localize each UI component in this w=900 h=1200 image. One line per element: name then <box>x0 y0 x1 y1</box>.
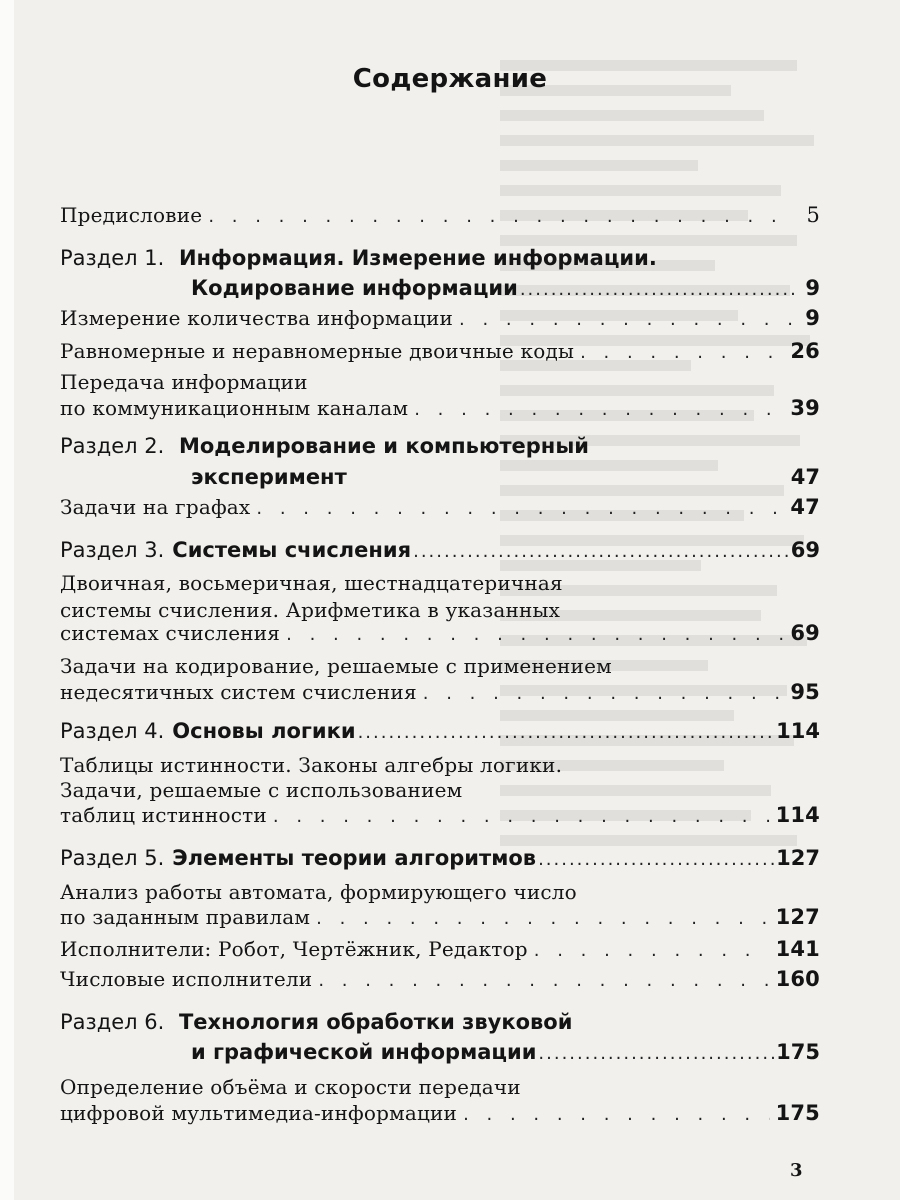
leader-dots <box>358 718 775 748</box>
section-prefix: Раздел 5. <box>60 846 165 870</box>
entry-title-line2: Задачи, решаемые с использованием <box>60 778 463 802</box>
section-title-line1: Технология обработки звуковой <box>178 1010 573 1034</box>
entry-title-line1: Задачи на кодирование, решаемые с применением <box>60 654 612 678</box>
entry-page: 69 <box>790 621 820 645</box>
leader-dots <box>208 202 794 232</box>
entry-title: Равномерные и неравномерные двоичные коды <box>60 339 575 363</box>
leader-dots <box>316 904 769 934</box>
section-title: Основы логики <box>172 719 356 743</box>
section-prefix: Раздел 1. <box>60 246 165 270</box>
entry-title-line2: по заданным правилам <box>60 905 311 929</box>
section-prefix: Раздел 6. <box>60 1010 165 1034</box>
section-title: Элементы теории алгоритмов <box>172 846 537 870</box>
entry-page: 175 <box>776 1040 820 1064</box>
entry-title: Измерение количества информации <box>60 306 454 330</box>
toc-section-5[interactable] <box>60 843 820 873</box>
leader-dots <box>414 395 784 425</box>
leader-dots <box>538 845 774 875</box>
leader-dots <box>318 966 769 996</box>
toc-entry-5-2[interactable] <box>60 934 820 964</box>
entry-page: 95 <box>790 680 820 704</box>
toc-entry-5-1[interactable] <box>60 902 820 932</box>
section-title-line2: Кодирование информации <box>191 276 518 300</box>
leader-dots <box>459 305 794 335</box>
entry-title-line2: цифровой мультимедиа-информации <box>60 1101 458 1125</box>
entry-page: 9 <box>805 306 820 330</box>
entry-page: 114 <box>776 719 820 743</box>
toc-section-1-line2[interactable] <box>60 273 820 303</box>
toc-entry-3-1[interactable] <box>60 618 820 648</box>
page-edge <box>0 0 14 1200</box>
entry-title-line1: Передача информации <box>60 370 308 394</box>
leader-dots <box>273 802 770 832</box>
leader-dots <box>534 936 770 966</box>
toc-entry-4-1[interactable] <box>60 800 820 830</box>
toc-section-4[interactable] <box>60 716 820 746</box>
toc-section-6[interactable] <box>60 1007 820 1037</box>
entry-page: 39 <box>790 396 820 420</box>
toc-entry-3-1-line1[interactable] <box>60 568 820 598</box>
entry-page: 114 <box>775 803 820 827</box>
toc-entry-1-3[interactable] <box>60 393 820 423</box>
toc-entry-1-2[interactable] <box>60 336 820 366</box>
entry-title-line1: Анализ работы автомата, формирующего число <box>60 880 577 904</box>
toc-section-2[interactable] <box>60 431 820 461</box>
toc-entry-2-1[interactable] <box>60 492 820 522</box>
entry-page: 160 <box>775 967 820 991</box>
entry-title: Предисловие <box>60 203 203 227</box>
entry-page: 47 <box>790 495 820 519</box>
entry-page: 5 <box>806 203 820 227</box>
toc-section-2-line2[interactable] <box>60 462 820 492</box>
entry-page: 127 <box>775 905 820 929</box>
leader-dots <box>286 620 784 650</box>
entry-title-line2: недесятичных систем счисления <box>60 680 417 704</box>
entry-page: 127 <box>776 846 820 870</box>
section-title-line2: и графической информации <box>191 1040 537 1064</box>
section-title-line1: Информация. Измерение информации. <box>178 246 657 270</box>
page-title: Содержание <box>352 64 548 94</box>
toc-entry-3-2[interactable] <box>60 677 820 707</box>
leader-dots <box>520 275 798 305</box>
toc-section-3[interactable] <box>60 535 820 565</box>
leader-dots <box>463 1100 769 1130</box>
entry-title: Исполнители: Робот, Чертёжник, Редактор <box>60 937 528 961</box>
entry-page: 9 <box>805 276 820 300</box>
leader-dots <box>580 338 784 368</box>
section-title-line2: эксперимент <box>191 465 347 489</box>
toc-entry-6-1[interactable] <box>60 1098 820 1128</box>
section-prefix: Раздел 4. <box>60 719 165 743</box>
entry-title: Задачи на графах <box>60 495 251 519</box>
toc-entry-5-3[interactable] <box>60 964 820 994</box>
entry-title-line3: таблиц истинности <box>60 803 267 827</box>
leader-dots <box>423 679 785 709</box>
entry-page: 175 <box>775 1101 820 1125</box>
entry-title-line1: Определение объёма и скорости передачи <box>60 1075 521 1099</box>
section-title-line1: Моделирование и компьютерный <box>178 434 590 458</box>
entry-page: 26 <box>790 339 820 363</box>
section-prefix: Раздел 2. <box>60 434 165 458</box>
leader-dots <box>538 1039 774 1069</box>
entry-page: 141 <box>775 937 820 961</box>
toc-entry-1-1[interactable] <box>60 303 820 333</box>
leader-dots <box>256 494 784 524</box>
entry-title-line1: Двоичная, восьмеричная, шестнадцатеричная <box>60 571 563 595</box>
entry-title-line2: системы счисления. Арифметика в указанных <box>60 598 561 622</box>
page-number: 3 <box>790 1160 803 1181</box>
leader-dots <box>413 537 789 567</box>
toc-section-1[interactable] <box>60 243 820 273</box>
section-prefix: Раздел 3. <box>60 538 165 562</box>
entry-page: 47 <box>790 465 820 489</box>
entry-title-line3: системах счисления <box>60 621 281 645</box>
toc-entry-preface[interactable] <box>60 200 820 230</box>
entry-title: Числовые исполнители <box>60 967 313 991</box>
entry-title-line1: Таблицы истинности. Законы алгебры логики. <box>60 753 563 777</box>
entry-title-line2: по коммуникационным каналам <box>60 396 409 420</box>
section-title: Системы счисления <box>172 538 412 562</box>
entry-page: 69 <box>790 538 820 562</box>
toc-section-6-line2[interactable] <box>60 1037 820 1067</box>
